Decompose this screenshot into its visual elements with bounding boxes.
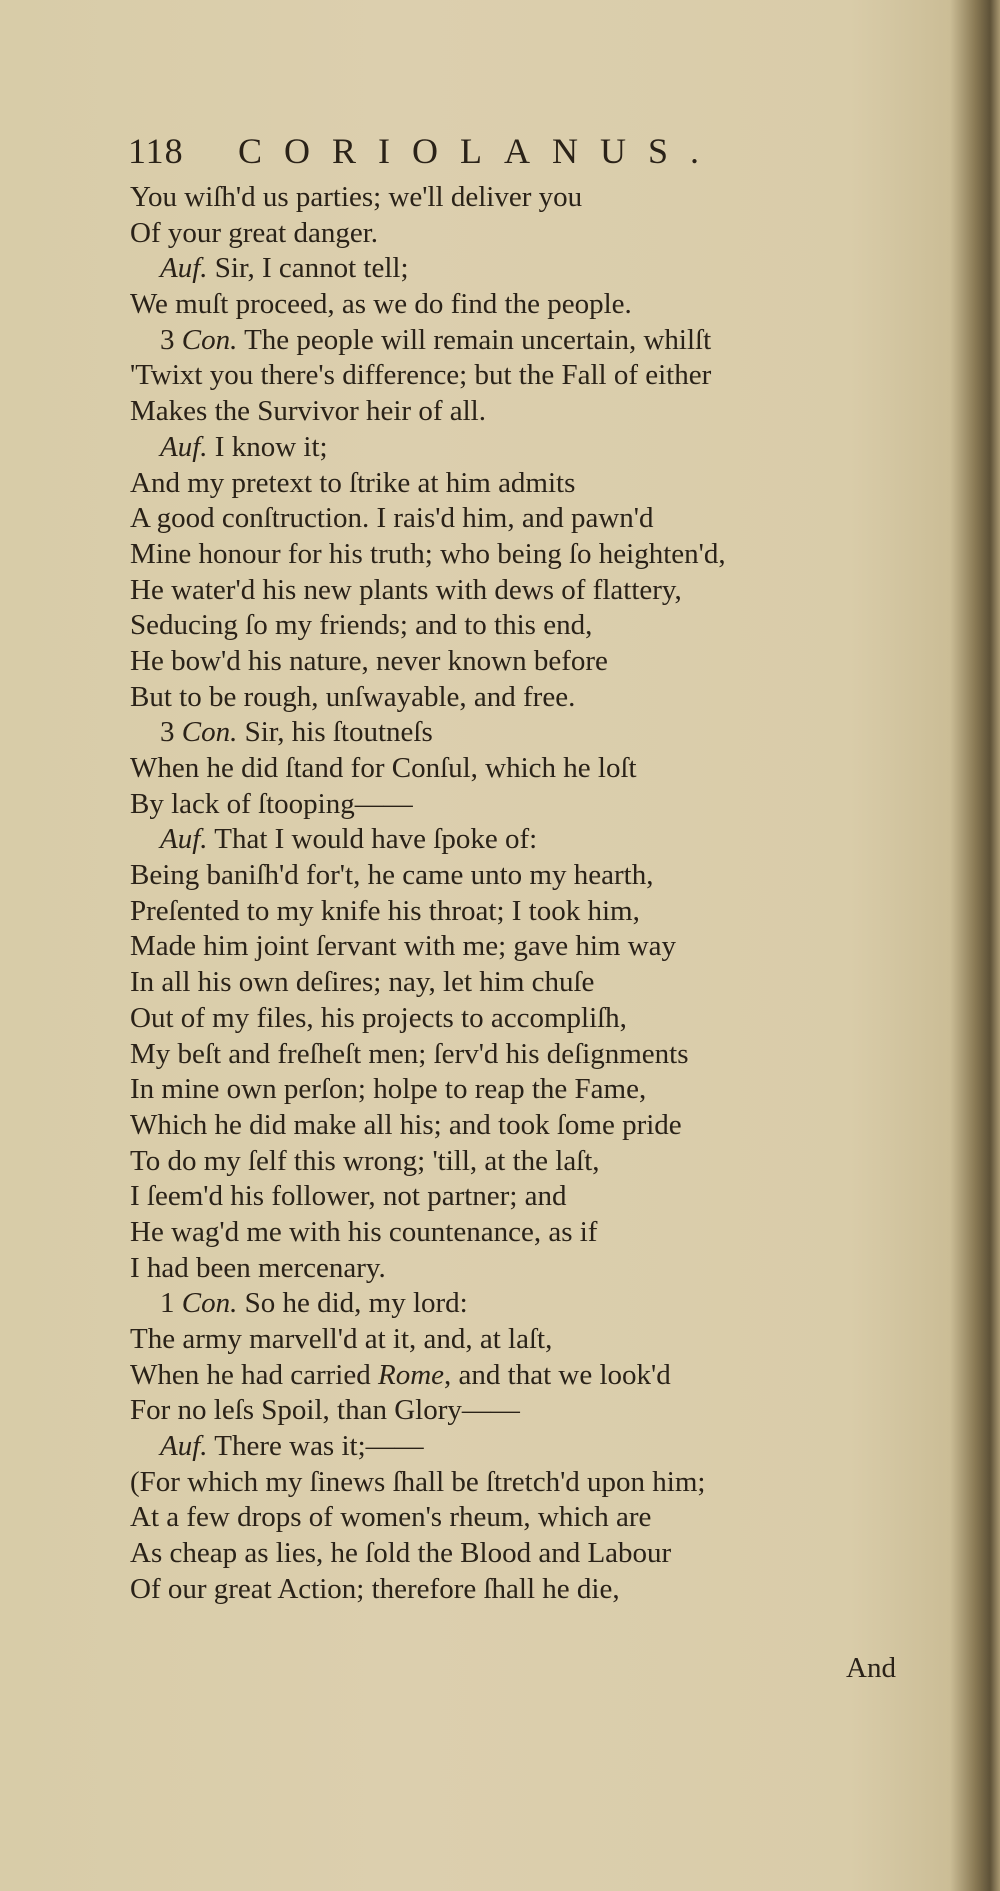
text-segment: He wag'd me with his countenance, as if xyxy=(130,1215,598,1248)
running-header xyxy=(128,130,721,172)
text-segment: He bow'd his nature, never known before xyxy=(130,644,608,677)
text-segment: The people will remain uncertain, whilſt xyxy=(237,323,712,356)
text-line xyxy=(130,501,726,537)
text-line xyxy=(130,858,726,894)
text-line xyxy=(130,1322,726,1358)
italic-segment: Con. xyxy=(181,716,238,749)
text-line xyxy=(130,358,726,394)
text-line xyxy=(130,1429,726,1465)
text-segment: Being baniſh'd for't, he came unto my hearth, xyxy=(130,859,654,892)
text-segment: 3 xyxy=(160,716,182,749)
text-line xyxy=(130,1251,726,1287)
text-line xyxy=(130,1536,726,1572)
text-segment: My beſt and freſheſt men; ſerv'd his deſignments xyxy=(130,1037,689,1070)
text-line xyxy=(130,1072,726,1108)
text-line xyxy=(130,394,726,430)
text-segment: So he did, my lord: xyxy=(237,1287,468,1320)
text-line xyxy=(130,287,726,323)
text-segment: As cheap as lies, he ſold the Blood and Labour xyxy=(130,1537,672,1570)
text-segment: A good conſtruction. I rais'd him, and pawn'd xyxy=(130,502,654,535)
text-line xyxy=(130,751,726,787)
text-segment: When he had carried xyxy=(130,1358,378,1391)
text-segment: Preſented to my knife his throat; I took him, xyxy=(130,894,640,927)
text-line xyxy=(130,894,726,930)
text-line xyxy=(130,537,726,573)
italic-segment: Auf. xyxy=(160,1430,208,1463)
text-line xyxy=(130,430,726,466)
text-segment: In mine own perſon; holpe to reap the Fame, xyxy=(130,1073,647,1106)
text-segment: Of our great Action; therefore ſhall he die, xyxy=(130,1572,620,1605)
text-segment: In all his own deſires; nay, let him chuſe xyxy=(130,966,595,999)
italic-segment: Auf. xyxy=(160,823,208,856)
text-segment: Which he did make all his; and took ſome pride xyxy=(130,1108,682,1141)
text-line xyxy=(130,466,726,502)
text-line xyxy=(130,715,726,751)
text-segment: Made him joint ſervant with me; gave him way xyxy=(130,930,677,963)
text-line xyxy=(130,1037,726,1073)
text-line xyxy=(130,929,726,965)
italic-segment: Rome xyxy=(377,1358,445,1391)
text-segment: That I would have ſpoke of: xyxy=(207,823,538,856)
text-segment: I had been mercenary. xyxy=(130,1251,386,1284)
text-line xyxy=(130,1393,726,1429)
text-line xyxy=(130,1001,726,1037)
page-number: 118 xyxy=(128,131,184,171)
text-segment: 'Twixt you there's difference; but the Fall of either xyxy=(130,359,712,392)
text-line xyxy=(130,1465,726,1501)
text-line xyxy=(130,216,726,252)
text-line xyxy=(130,251,726,287)
italic-segment: Con. xyxy=(181,1287,238,1320)
text-segment: Sir, his ſtoutneſs xyxy=(237,716,433,749)
text-segment: I ſeem'd his follower, not partner; and xyxy=(130,1180,567,1213)
italic-segment: Con. xyxy=(181,323,238,356)
running-title: CORIOLANUS. xyxy=(238,131,722,171)
text-line xyxy=(130,1108,726,1144)
text-line xyxy=(130,1286,726,1322)
text-segment: 1 xyxy=(160,1287,182,1320)
text-line xyxy=(130,180,726,216)
text-line xyxy=(130,1500,726,1536)
text-segment: But to be rough, unſwayable, and free. xyxy=(130,680,576,713)
text-line xyxy=(130,323,726,359)
text-segment: Out of my files, his projects to accompliſh, xyxy=(130,1001,627,1034)
text-line xyxy=(130,822,726,858)
text-line xyxy=(130,1572,726,1608)
text-segment: To do my ſelf this wrong; 'till, at the laſt, xyxy=(130,1144,600,1177)
text-segment: By lack of ſtooping—— xyxy=(130,787,413,820)
text-segment: When he did ſtand for Conſul, which he loſt xyxy=(130,752,637,784)
text-line xyxy=(130,1215,726,1251)
text-segment: At a few drops of women's rheum, which are xyxy=(130,1501,652,1534)
text-line xyxy=(130,608,726,644)
text-segment: Makes the Survivor heir of all. xyxy=(130,395,486,428)
catchword: And xyxy=(846,1652,896,1684)
text-line xyxy=(130,787,726,823)
text-segment: For no leſs Spoil, than Glory—— xyxy=(130,1394,520,1427)
text-segment: Sir, I cannot tell; xyxy=(207,252,409,285)
text-segment: 3 xyxy=(160,323,182,356)
text-line xyxy=(130,573,726,609)
text-segment: Seducing ſo my friends; and to this end, xyxy=(130,609,593,642)
text-line xyxy=(130,644,726,680)
text-segment: Of your great danger. xyxy=(130,216,379,249)
text-segment: , and that we look'd xyxy=(444,1358,671,1391)
text-line xyxy=(130,965,726,1001)
text-segment: There was it;—— xyxy=(207,1430,424,1463)
text-segment: You wiſh'd us parties; we'll deliver you xyxy=(130,181,583,213)
text-line xyxy=(130,680,726,716)
text-segment: I know it; xyxy=(207,430,328,463)
text-segment: He water'd his new plants with dews of flattery, xyxy=(130,573,682,606)
text-segment: And my pretext to ſtrike at him admits xyxy=(130,466,576,499)
italic-segment: Auf. xyxy=(160,430,208,463)
text-line xyxy=(130,1358,726,1394)
italic-segment: Auf. xyxy=(160,252,208,285)
text-segment: The army marvell'd at it, and, at laſt, xyxy=(130,1323,553,1355)
text-line xyxy=(130,1144,726,1180)
text-line xyxy=(130,1179,726,1215)
text-segment: Mine honour for his truth; who being ſo heighten'd, xyxy=(130,537,726,570)
play-text xyxy=(130,180,726,1608)
text-segment: (For which my ſinews ſhall be ſtretch'd upon him; xyxy=(130,1465,706,1498)
text-segment: We muſt proceed, as we do find the people. xyxy=(130,288,632,321)
